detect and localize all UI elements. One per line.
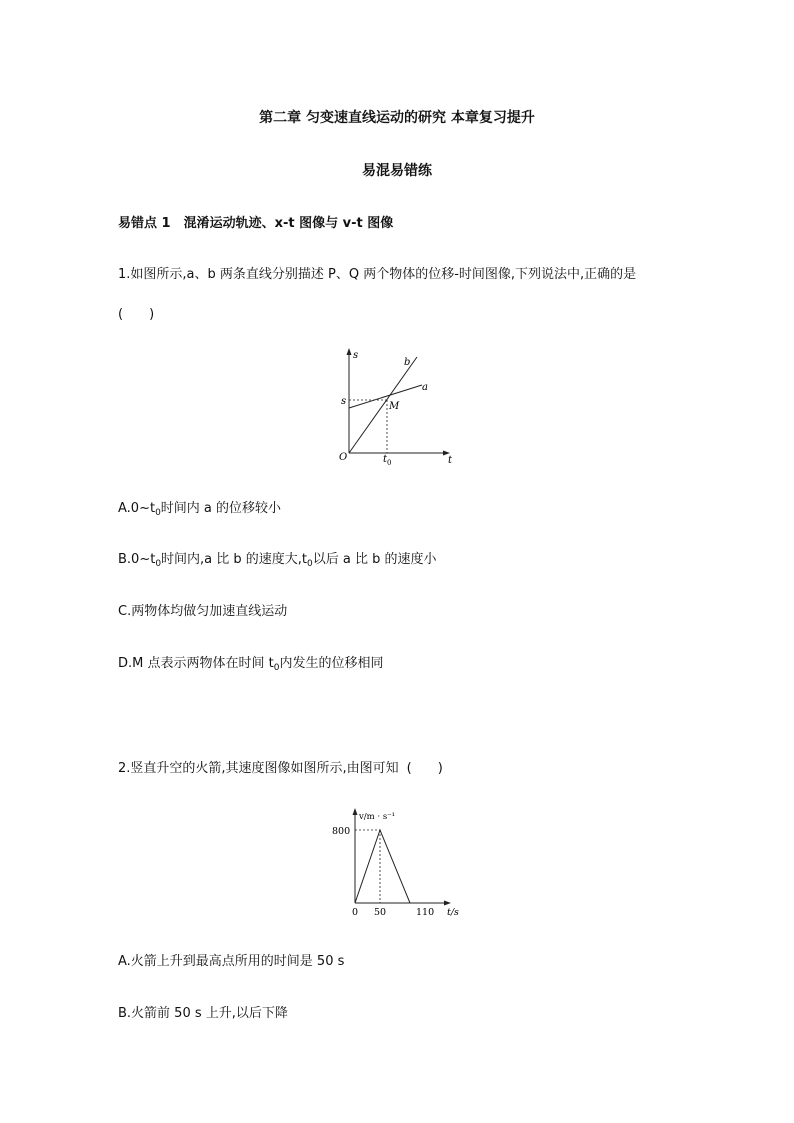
t-tick-50: 50: [374, 907, 387, 918]
line-a: [349, 385, 422, 408]
t-tick-0: 0: [352, 907, 359, 918]
question-1-answer-blank: ( ): [118, 307, 155, 322]
v-tick-800: 800: [332, 826, 351, 837]
page-subtitle: 易混易错练: [362, 163, 432, 179]
v-axis-label: v/m · s⁻¹: [359, 812, 396, 822]
line-a-label: a: [422, 382, 428, 393]
question-1-option-b: $B.0\sim t_0$时间内,a 比 b 的速度大$,t_0$以后 a 比 b 的速度小: [118, 552, 437, 569]
question-1-figure: [330, 340, 460, 470]
t-axis-label: t: [448, 455, 453, 466]
s-axis-label: s: [353, 350, 359, 361]
page-title: 第二章 匀变速直线运动的研究 本章复习提升: [259, 110, 535, 126]
line-b-label: b: [404, 357, 411, 368]
question-1-stem: 1.如图所示,a、b 两条直线分别描述 P、Q 两个物体的位移-时间图像,下列说法中,正确的是: [118, 267, 637, 282]
question-2-vt-chart: [330, 800, 465, 920]
question-1-option-a: $A.0\sim t_0$时间内 a 的位移较小: [118, 501, 282, 518]
s-tick-label: s: [341, 396, 347, 407]
origin-label: O: [339, 452, 348, 463]
point-m-label: M: [389, 401, 400, 412]
s-axis-arrow: [347, 348, 352, 355]
t-axis-arrow: [444, 901, 451, 906]
t-axis-label: t/s: [447, 907, 459, 918]
t0-tick-label: $t_0$: [383, 454, 392, 467]
v-axis-arrow: [353, 808, 358, 815]
question-1-option-d: D.M 点表示两物体在时间 $t_0$内发生的位移相同: [118, 656, 384, 673]
question-2-option-b: B.火箭前 50 s 上升,以后下降: [118, 1006, 288, 1021]
t-tick-110: 110: [416, 907, 435, 918]
question-2-stem: 2.竖直升空的火箭,其速度图像如图所示,由图可知 ( ): [118, 761, 443, 776]
section-heading: 易错点 1 混淆运动轨迹、x-t 图像与 v-t 图像: [118, 216, 394, 231]
velocity-line: [355, 830, 410, 903]
question-2-option-a: A.火箭上升到最高点所用的时间是 50 s: [118, 954, 345, 969]
question-1-option-c: C.两物体均做匀加速直线运动: [118, 604, 288, 619]
